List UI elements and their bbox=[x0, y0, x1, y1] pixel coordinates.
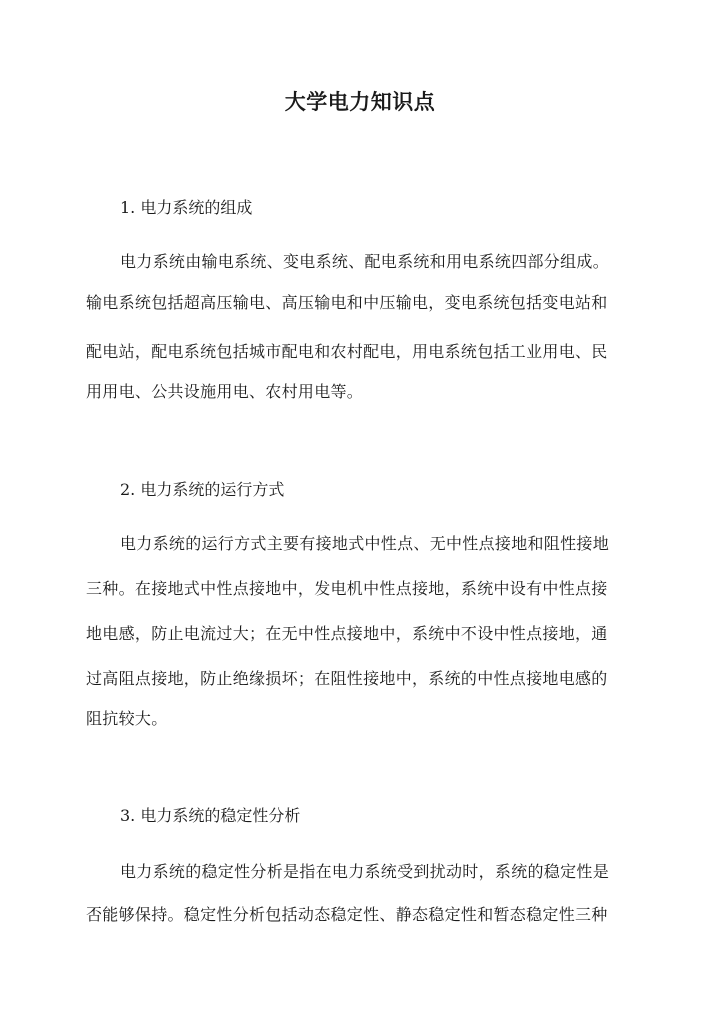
section-2-line-1: 电力系统的运行方式主要有接地式中性点、无中性点接地和阻性接地 bbox=[120, 534, 610, 553]
section-2-line-2: 三种。在接地式中性点接地中，发电机中性点接地，系统中设有中性点接 bbox=[86, 579, 608, 598]
section-1-line-2: 输电系统包括超高压输电、高压输电和中压输电，变电系统包括变电站和 bbox=[86, 293, 608, 312]
section-heading-1: 1. 电力系统的组成 bbox=[120, 198, 253, 217]
section-3-line-1: 电力系统的稳定性分析是指在电力系统受到扰动时，系统的稳定性是 bbox=[120, 862, 610, 881]
section-1-line-3: 配电站，配电系统包括城市配电和农村配电，用电系统包括工业用电、民 bbox=[86, 342, 608, 361]
section-heading-2: 2. 电力系统的运行方式 bbox=[120, 480, 285, 499]
document-title: 大学电力知识点 bbox=[284, 89, 436, 114]
section-heading-3: 3. 电力系统的稳定性分析 bbox=[120, 806, 301, 825]
section-3-line-2: 否能够保持。稳定性分析包括动态稳定性、静态稳定性和暂态稳定性三种 bbox=[86, 905, 608, 924]
section-1-line-4: 用用电、公共设施用电、农村用电等。 bbox=[86, 382, 364, 401]
section-2-line-4: 过高阻点接地，防止绝缘损坏；在阻性接地中，系统的中性点接地电感的 bbox=[86, 669, 608, 688]
section-2-line-3: 地电感，防止电流过大；在无中性点接地中，系统中不设中性点接地，通 bbox=[86, 624, 608, 643]
section-1-line-1: 电力系统由输电系统、变电系统、配电系统和用电系统四部分组成。 bbox=[120, 252, 610, 271]
section-2-line-5: 阻抗较大。 bbox=[86, 709, 168, 728]
